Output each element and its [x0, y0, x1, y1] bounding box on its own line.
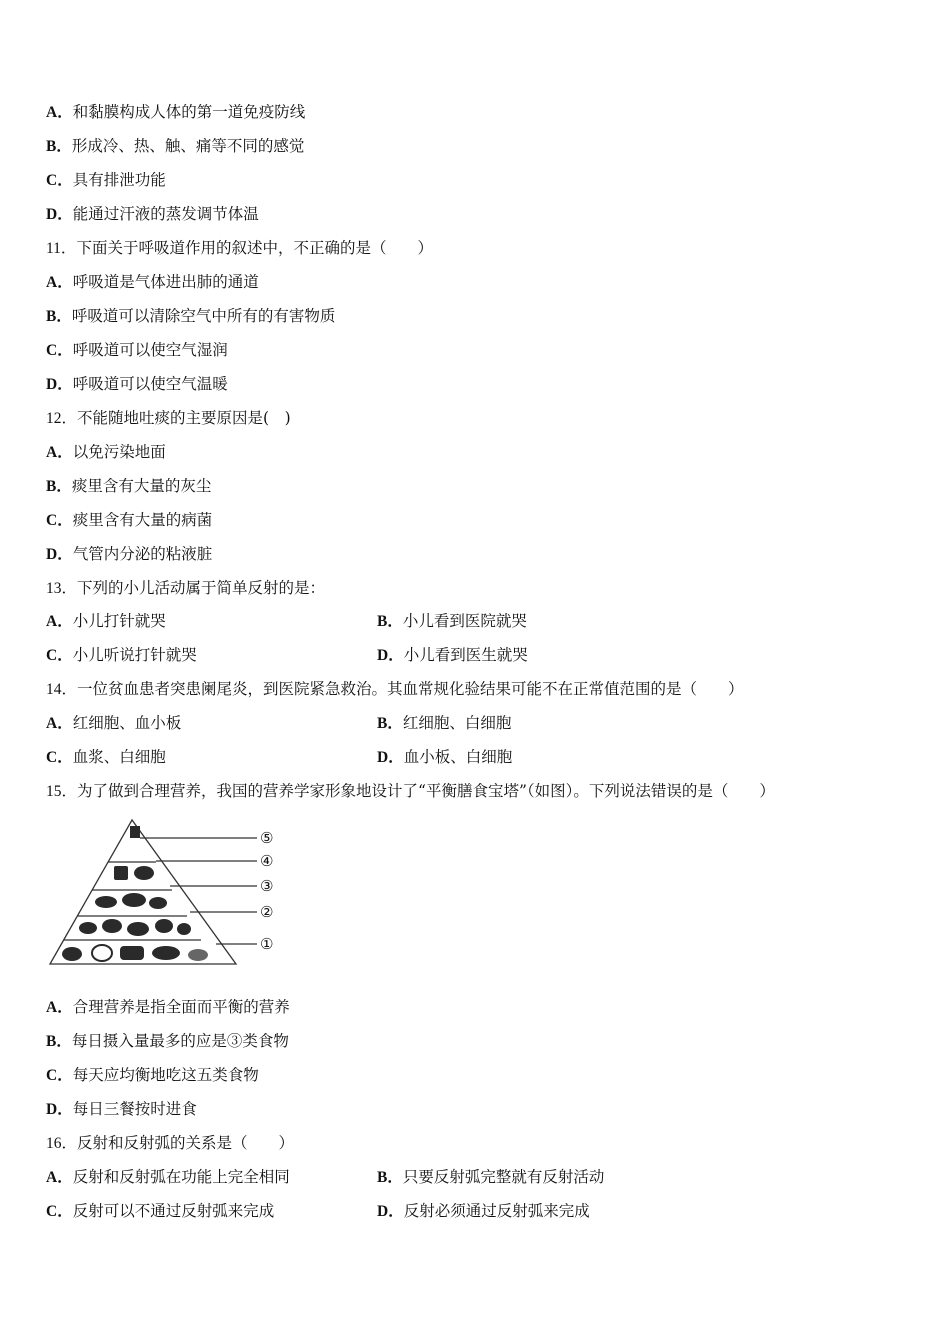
q12-option-d: D．气管内分泌的粘液脏 — [46, 545, 213, 563]
q14-option-d: D．血小板、白细胞 — [377, 748, 513, 766]
fruit-icon — [177, 923, 191, 935]
q14-stem: 14．一位贫血患者突患阑尾炎，到医院紧急救治。其血常规化验结果可能不在正常值范围的是（ ） — [46, 680, 744, 698]
q11-option-a: A．呼吸道是气体进出肺的通道 — [46, 273, 259, 291]
bowl-icon — [188, 949, 208, 961]
egg-icon — [149, 897, 167, 909]
fruit-icon — [155, 919, 173, 933]
q15-stem: 15．为了做到合理营养，我国的营养学家形象地设计了“平衡膳食宝塔”（如图）。下列说法错误的是（ ） — [46, 782, 775, 800]
vegetable-icon — [127, 922, 149, 936]
q12-option-a: A．以免污染地面 — [46, 443, 166, 461]
q16-stem: 16．反射和反射弧的关系是（ ） — [46, 1134, 295, 1152]
q11-option-b: B．呼吸道可以清除空气中所有的有害物质 — [46, 307, 336, 325]
q13-option-b: B．小儿看到医院就哭 — [377, 612, 527, 630]
q12-stem: 12．不能随地吐痰的主要原因是( ) — [46, 409, 291, 427]
label-1: ① — [260, 935, 274, 953]
q15-option-b: B．每日摄入量最多的应是③类食物 — [46, 1032, 289, 1050]
q14-option-b: B．红细胞、白细胞 — [377, 714, 512, 732]
label-2: ② — [260, 903, 274, 921]
q12-option-b: B．痰里含有大量的灰尘 — [46, 477, 212, 495]
q16-option-a: A．反射和反射弧在功能上完全相同 — [46, 1168, 290, 1186]
pyramid-outline — [50, 820, 236, 964]
q13-option-a: A．小儿打针就哭 — [46, 612, 166, 630]
q15-option-c: C．每天应均衡地吃这五类食物 — [46, 1066, 259, 1084]
bread-loaf-icon — [120, 946, 144, 960]
q11-stem: 11．下面关于呼吸道作用的叙述中，不正确的是（ ） — [46, 239, 433, 257]
q16-option-d: D．反射必须通过反射弧来完成 — [377, 1202, 590, 1220]
q10-option-d: D．能通过汗液的蒸发调节体温 — [46, 205, 259, 223]
q11-option-d: D．呼吸道可以使空气温暖 — [46, 375, 228, 393]
q15-option-a: A．合理营养是指全面而平衡的营养 — [46, 998, 290, 1016]
label-4: ④ — [260, 852, 274, 870]
fruit-icon — [102, 919, 122, 933]
label-5: ⑤ — [260, 829, 274, 847]
meat-icon — [95, 896, 117, 908]
q13-option-c: C．小儿听说打针就哭 — [46, 646, 197, 664]
beans-icon — [134, 866, 154, 880]
fish-icon — [122, 893, 146, 907]
q13-option-d: D．小儿看到医生就哭 — [377, 646, 528, 664]
q14-option-a: A．红细胞、血小板 — [46, 714, 182, 732]
q12-option-c: C．痰里含有大量的病菌 — [46, 511, 213, 529]
rice-icon — [152, 946, 180, 960]
oil-bottle-icon — [130, 826, 140, 838]
q14-option-c: C．血浆、白细胞 — [46, 748, 166, 766]
q13-stem: 13．下列的小儿活动属于简单反射的是： — [46, 579, 326, 597]
q10-option-a: A．和黏膜构成人体的第一道免疫防线 — [46, 103, 306, 121]
q10-option-b: B．形成冷、热、触、痛等不同的感觉 — [46, 137, 305, 155]
label-3: ③ — [260, 877, 274, 895]
q11-option-c: C．呼吸道可以使空气湿润 — [46, 341, 228, 359]
dairy-icon — [114, 866, 128, 880]
bread-icon — [92, 945, 112, 961]
q15-option-d: D．每日三餐按时进食 — [46, 1100, 197, 1118]
q16-option-c: C．反射可以不通过反射弧来完成 — [46, 1202, 275, 1220]
vegetable-icon — [79, 922, 97, 934]
q10-option-c: C．具有排泄功能 — [46, 171, 166, 189]
food-pyramid-figure — [44, 816, 288, 974]
q16-option-b: B．只要反射弧完整就有反射活动 — [377, 1168, 605, 1186]
grain-icon — [62, 947, 82, 961]
